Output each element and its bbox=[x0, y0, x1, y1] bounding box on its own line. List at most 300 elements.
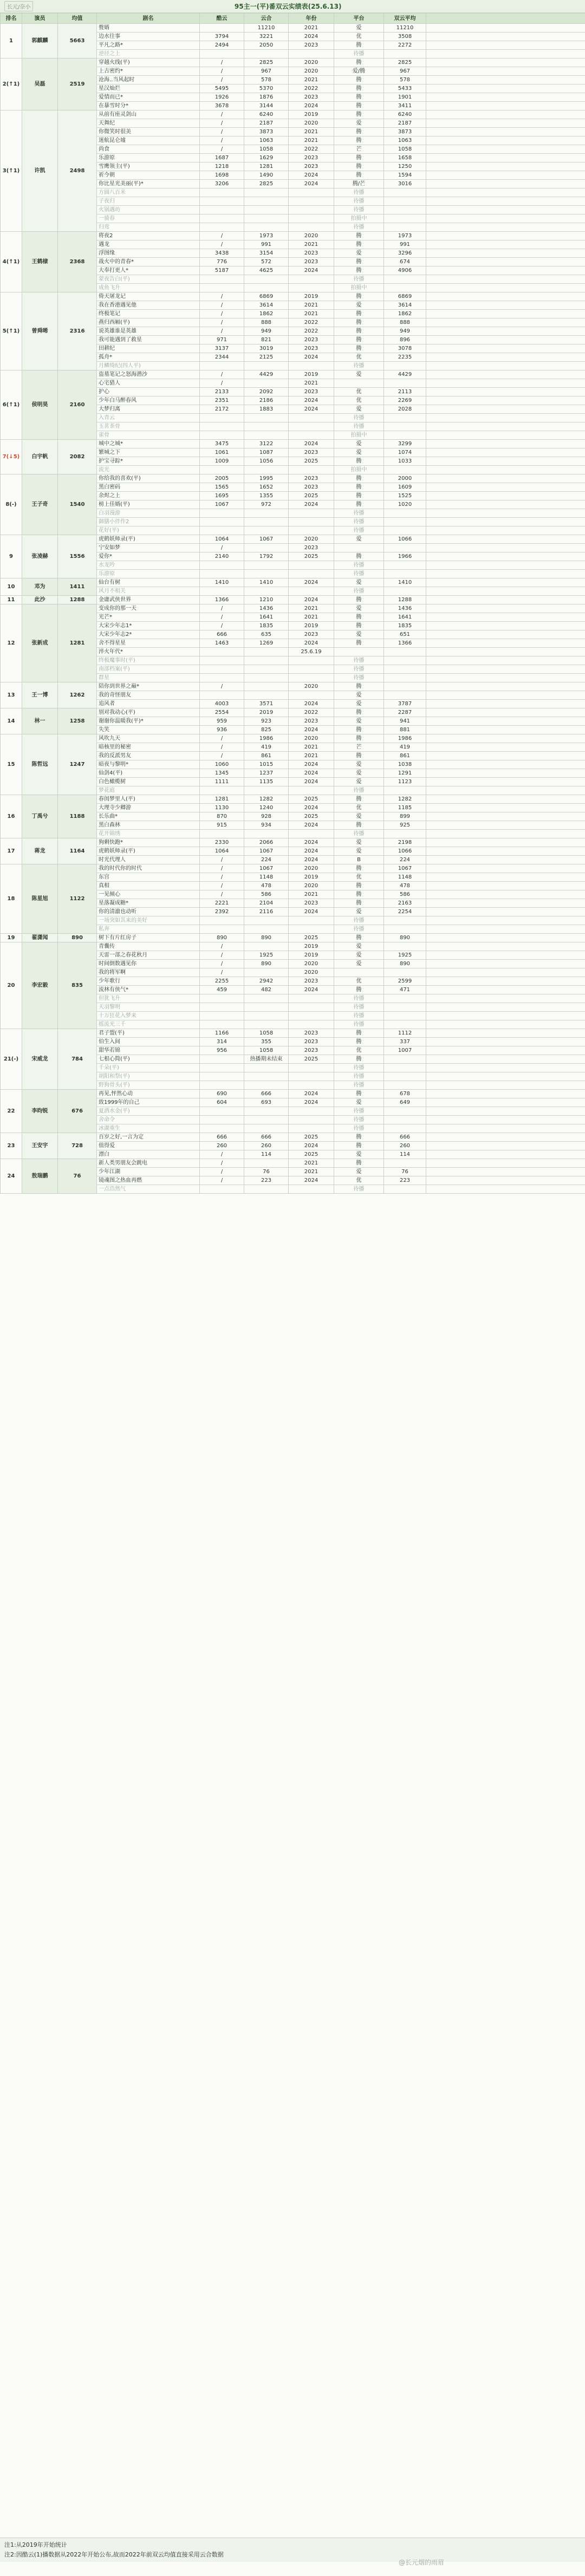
yunhe-value: 967 bbox=[244, 67, 289, 76]
yunhe-value: 478 bbox=[244, 882, 289, 890]
platform-value bbox=[334, 379, 384, 388]
kuyun-value bbox=[200, 786, 244, 795]
platform-value: B bbox=[334, 856, 384, 864]
year-value: 2024 bbox=[289, 639, 334, 648]
kuyun-value bbox=[200, 188, 244, 197]
table-row bbox=[1, 232, 585, 240]
yunhe-value bbox=[244, 682, 289, 691]
dual-avg-value: 1609 bbox=[384, 483, 426, 492]
platform-value: 腾 bbox=[334, 266, 384, 275]
note-1: 注1:从2019年开始统计 bbox=[4, 2541, 67, 2548]
yunhe-value: 1240 bbox=[244, 804, 289, 812]
dual-avg-value: 1112 bbox=[384, 1029, 426, 1038]
table-row bbox=[1, 1159, 585, 1168]
table-row bbox=[1, 110, 585, 119]
platform-value: 爱 bbox=[334, 847, 384, 856]
blank-cell bbox=[426, 1081, 585, 1090]
year-value: 2024 bbox=[289, 778, 334, 786]
header-year: 年份 bbox=[289, 14, 334, 24]
yunhe-value: 1986 bbox=[244, 734, 289, 743]
year-value bbox=[289, 362, 334, 370]
dual-avg-value: 4906 bbox=[384, 266, 426, 275]
platform-value: 优 bbox=[334, 396, 384, 405]
dual-avg-value bbox=[384, 665, 426, 674]
blank-cell bbox=[426, 873, 585, 882]
blank-cell bbox=[426, 925, 585, 934]
platform-value: 腾 bbox=[334, 93, 384, 102]
yunhe-value: 355 bbox=[244, 1038, 289, 1046]
yunhe-value: 4429 bbox=[244, 370, 289, 379]
yunhe-value: 11210 bbox=[244, 24, 289, 32]
drama-name: 致1999年的自己 bbox=[97, 1098, 200, 1107]
blank-cell bbox=[426, 67, 585, 76]
platform-value: 腾 bbox=[334, 795, 384, 804]
dual-avg-value: 3508 bbox=[384, 32, 426, 41]
platform-value: 爱 bbox=[334, 942, 384, 951]
year-value: 2021 bbox=[289, 613, 334, 622]
year-value: 2023 bbox=[289, 344, 334, 353]
drama-name: 风月不相关 bbox=[97, 587, 200, 596]
blank-cell bbox=[426, 379, 585, 388]
drama-name: 时光代理人 bbox=[97, 856, 200, 864]
dual-avg-value: 1033 bbox=[384, 457, 426, 466]
year-value: 2023 bbox=[289, 388, 334, 396]
kuyun-value: 3475 bbox=[200, 440, 244, 448]
drama-name: 水龙吟 bbox=[97, 561, 200, 570]
platform-value: 优 bbox=[334, 804, 384, 812]
platform-value: 爱 bbox=[334, 370, 384, 379]
yunhe-value: 1237 bbox=[244, 769, 289, 778]
blank-cell bbox=[426, 266, 585, 275]
drama-name: 少年歌行 bbox=[97, 977, 200, 986]
yunhe-value: 419 bbox=[244, 743, 289, 752]
dual-avg-value: 1063 bbox=[384, 136, 426, 145]
dual-avg-value bbox=[384, 674, 426, 682]
year-value: 2023 bbox=[289, 93, 334, 102]
platform-value: 待播 bbox=[334, 1081, 384, 1090]
drama-name: 天舞纪 bbox=[97, 119, 200, 128]
year-value: 2023 bbox=[289, 483, 334, 492]
platform-value: 腾 bbox=[334, 258, 384, 266]
blank-cell bbox=[426, 258, 585, 266]
platform-value: 爱 bbox=[334, 24, 384, 32]
year-value bbox=[289, 284, 334, 292]
drama-name: 十万狂花入梦来 bbox=[97, 1012, 200, 1020]
dual-avg-value: 1282 bbox=[384, 795, 426, 804]
dual-avg-value bbox=[384, 206, 426, 214]
yunhe-value: 1058 bbox=[244, 145, 289, 154]
yunhe-value bbox=[244, 1124, 289, 1133]
year-value bbox=[289, 1003, 334, 1012]
yunhe-value: 1281 bbox=[244, 162, 289, 171]
blank-cell bbox=[426, 405, 585, 414]
kuyun-value: 776 bbox=[200, 258, 244, 266]
kuyun-value: / bbox=[200, 734, 244, 743]
drama-name: 玉茗茶骨 bbox=[97, 422, 200, 431]
footnotes bbox=[0, 2538, 585, 2562]
kuyun-value bbox=[200, 275, 244, 284]
platform-value: 腾 bbox=[334, 890, 384, 899]
dual-avg-value bbox=[384, 197, 426, 206]
year-value: 2025 bbox=[289, 934, 334, 942]
year-value: 2024 bbox=[289, 1098, 334, 1107]
dual-avg-value bbox=[384, 1072, 426, 1081]
table-row bbox=[1, 682, 585, 691]
dual-avg-value: 260 bbox=[384, 1142, 426, 1150]
year-value: 2019 bbox=[289, 292, 334, 301]
actor-cell: 曾舜晞 bbox=[22, 292, 58, 370]
kuyun-value bbox=[200, 1020, 244, 1029]
platform-value: 待播 bbox=[334, 526, 384, 535]
blank-cell bbox=[426, 327, 585, 336]
blank-cell bbox=[426, 1012, 585, 1020]
drama-name: 群星 bbox=[97, 674, 200, 682]
platform-value: 待播 bbox=[334, 994, 384, 1003]
drama-name: 树下有片红房子 bbox=[97, 934, 200, 942]
kuyun-value: / bbox=[200, 604, 244, 613]
yunhe-value: 1876 bbox=[244, 93, 289, 102]
dual-avg-value: 419 bbox=[384, 743, 426, 752]
drama-name: 我的时代你的时代 bbox=[97, 864, 200, 873]
table-row bbox=[1, 604, 585, 613]
year-value bbox=[289, 518, 334, 526]
platform-value: 芒 bbox=[334, 743, 384, 752]
year-value: 2024 bbox=[289, 405, 334, 414]
rank-cell: 12 bbox=[1, 604, 22, 682]
year-value: 2023 bbox=[289, 630, 334, 639]
drama-name: 浮图缘 bbox=[97, 249, 200, 258]
year-value: 25.6.19 bbox=[289, 648, 334, 656]
dual-avg-value: 1901 bbox=[384, 93, 426, 102]
dual-avg-value: 2287 bbox=[384, 708, 426, 717]
drama-name: 星落凝成糖* bbox=[97, 899, 200, 908]
kuyun-value bbox=[200, 1107, 244, 1116]
platform-value: 腾 bbox=[334, 622, 384, 630]
dual-avg-value: 651 bbox=[384, 630, 426, 639]
kuyun-value bbox=[200, 925, 244, 934]
actor-cell: 王鹤棣 bbox=[22, 232, 58, 292]
dual-avg-value bbox=[384, 587, 426, 596]
year-value: 2024 bbox=[289, 1142, 334, 1150]
dual-avg-value bbox=[384, 648, 426, 656]
yunhe-value: 1883 bbox=[244, 405, 289, 414]
actor-cell: 许凯 bbox=[22, 110, 58, 232]
platform-value: 爱 bbox=[334, 1168, 384, 1176]
kuyun-value: 4003 bbox=[200, 700, 244, 708]
actor-cell: 王一博 bbox=[22, 682, 58, 708]
drama-name: 少年白马醉春风 bbox=[97, 396, 200, 405]
yunhe-value: 5370 bbox=[244, 84, 289, 93]
year-value bbox=[289, 1124, 334, 1133]
yunhe-value: 2825 bbox=[244, 58, 289, 67]
year-value: 2024 bbox=[289, 396, 334, 405]
drama-name: 七根心简(平) bbox=[97, 1055, 200, 1064]
platform-value: 待播 bbox=[334, 665, 384, 674]
platform-value: 待播 bbox=[334, 50, 384, 58]
yunhe-value: 3154 bbox=[244, 249, 289, 258]
blank-cell bbox=[426, 596, 585, 604]
platform-value: 腾 bbox=[334, 1055, 384, 1064]
rank-cell: 2(↑1) bbox=[1, 58, 22, 110]
dual-avg-value bbox=[384, 1055, 426, 1064]
actor-cell: 张凌赫 bbox=[22, 535, 58, 578]
kuyun-value: 1410 bbox=[200, 578, 244, 587]
kuyun-value bbox=[200, 691, 244, 700]
platform-value: 待播 bbox=[334, 656, 384, 665]
dual-avg-value bbox=[384, 1003, 426, 1012]
dual-avg-value bbox=[384, 284, 426, 292]
blank-cell bbox=[426, 223, 585, 232]
kuyun-value: 1463 bbox=[200, 639, 244, 648]
dual-avg-value: 1862 bbox=[384, 310, 426, 318]
platform-value: 爱 bbox=[334, 405, 384, 414]
blank-cell bbox=[426, 214, 585, 223]
platform-value: 腾 bbox=[334, 457, 384, 466]
dual-avg-value: 1658 bbox=[384, 154, 426, 162]
yunhe-value bbox=[244, 206, 289, 214]
yunhe-value: 890 bbox=[244, 934, 289, 942]
year-value: 2025 bbox=[289, 1150, 334, 1159]
dual-avg-value: 888 bbox=[384, 318, 426, 327]
year-value bbox=[289, 422, 334, 431]
blank-cell bbox=[426, 916, 585, 925]
year-value bbox=[289, 1020, 334, 1029]
dual-avg-value bbox=[384, 691, 426, 700]
kuyun-value bbox=[200, 362, 244, 370]
dual-avg-value bbox=[384, 275, 426, 284]
platform-value: 爱 bbox=[334, 604, 384, 613]
drama-name: 摇流光三千 bbox=[97, 1020, 200, 1029]
author-tag: 长元/奈小 bbox=[4, 1, 33, 11]
drama-name: 大宋少年志1* bbox=[97, 622, 200, 630]
blank-cell bbox=[426, 292, 585, 301]
yunhe-value: 972 bbox=[244, 500, 289, 509]
year-value: 2021 bbox=[289, 743, 334, 752]
yunhe-value: 223 bbox=[244, 1176, 289, 1185]
kuyun-value bbox=[200, 656, 244, 665]
blank-cell bbox=[426, 370, 585, 379]
yunhe-value bbox=[244, 379, 289, 388]
kuyun-value: / bbox=[200, 119, 244, 128]
drama-name: 流林有侠气* bbox=[97, 986, 200, 994]
drama-name: 孤舟* bbox=[97, 353, 200, 362]
dual-avg-value: 586 bbox=[384, 890, 426, 899]
blank-cell bbox=[426, 986, 585, 994]
drama-name: 天雷一部之春花秋月 bbox=[97, 951, 200, 960]
drama-name: 从前有座灵剑山 bbox=[97, 110, 200, 119]
dual-avg-value bbox=[384, 362, 426, 370]
blank-cell bbox=[426, 760, 585, 769]
blank-cell bbox=[426, 119, 585, 128]
dual-avg-value bbox=[384, 1124, 426, 1133]
year-value: 2023 bbox=[289, 154, 334, 162]
drama-name: 镜魂图之热血再燃 bbox=[97, 1176, 200, 1185]
platform-value: 待播 bbox=[334, 925, 384, 934]
dual-avg-value: 1066 bbox=[384, 847, 426, 856]
dual-avg-value: 3299 bbox=[384, 440, 426, 448]
rank-cell: 6(↑1) bbox=[1, 370, 22, 440]
dual-avg-value: 578 bbox=[384, 76, 426, 84]
yunhe-value: 6869 bbox=[244, 292, 289, 301]
yunhe-value bbox=[244, 509, 289, 518]
kuyun-value: 1698 bbox=[200, 171, 244, 180]
year-value: 2021 bbox=[289, 890, 334, 899]
drama-name: 繁城之下 bbox=[97, 448, 200, 457]
actor-cell: 吴磊 bbox=[22, 58, 58, 110]
drama-name: 星汉灿烂 bbox=[97, 84, 200, 93]
avg-cell: 1122 bbox=[58, 864, 97, 934]
platform-value: 腾 bbox=[334, 1142, 384, 1150]
drama-name: 边水往事 bbox=[97, 32, 200, 41]
note-2: 注2:因酷云(1)播数据从2022年开始公布,故而2022年前双云均值直接采用云合数据 bbox=[4, 2551, 224, 2558]
header-blank bbox=[426, 14, 585, 24]
kuyun-value: 690 bbox=[200, 1090, 244, 1098]
blank-cell bbox=[426, 535, 585, 544]
kuyun-value bbox=[200, 197, 244, 206]
drama-name: 少年江湖 bbox=[97, 1168, 200, 1176]
dual-avg-value bbox=[384, 786, 426, 795]
platform-value: 爱 bbox=[334, 960, 384, 968]
year-value: 2021 bbox=[289, 379, 334, 388]
drama-name: 爱你* bbox=[97, 552, 200, 561]
year-value bbox=[289, 509, 334, 518]
kuyun-value: 1111 bbox=[200, 778, 244, 786]
yunhe-value: 3144 bbox=[244, 102, 289, 110]
drama-name: 舍不得星星 bbox=[97, 639, 200, 648]
platform-value: 腾 bbox=[334, 1038, 384, 1046]
year-value: 2023 bbox=[289, 258, 334, 266]
kuyun-value: 1366 bbox=[200, 596, 244, 604]
platform-value bbox=[334, 544, 384, 552]
kuyun-value: 2344 bbox=[200, 353, 244, 362]
blank-cell bbox=[426, 24, 585, 32]
kuyun-value: 314 bbox=[200, 1038, 244, 1046]
year-value: 2019 bbox=[289, 622, 334, 630]
table-row bbox=[1, 535, 585, 544]
yunhe-value bbox=[244, 214, 289, 223]
blank-cell bbox=[426, 561, 585, 570]
year-value: 2020 bbox=[289, 882, 334, 890]
year-value bbox=[289, 1107, 334, 1116]
actor-cell: 陈哲远 bbox=[22, 734, 58, 795]
year-value bbox=[289, 188, 334, 197]
blank-cell bbox=[426, 188, 585, 197]
year-value bbox=[289, 214, 334, 223]
yunhe-value: 1269 bbox=[244, 639, 289, 648]
platform-value: 腾 bbox=[334, 821, 384, 830]
yunhe-value bbox=[244, 431, 289, 440]
platform-value: 腾 bbox=[334, 483, 384, 492]
kuyun-value: / bbox=[200, 292, 244, 301]
blank-cell bbox=[426, 1185, 585, 1194]
drama-name: 长乐曲* bbox=[97, 812, 200, 821]
year-value bbox=[289, 561, 334, 570]
drama-name: 花开锦绣 bbox=[97, 830, 200, 838]
year-value: 2020 bbox=[289, 67, 334, 76]
yunhe-value: 861 bbox=[244, 752, 289, 760]
yunhe-value: 482 bbox=[244, 986, 289, 994]
yunhe-value: 693 bbox=[244, 1098, 289, 1107]
year-value bbox=[289, 1081, 334, 1090]
rank-cell: 21(-) bbox=[1, 1029, 22, 1090]
drama-name: 春闺梦里人(平) bbox=[97, 795, 200, 804]
year-value bbox=[289, 1072, 334, 1081]
kuyun-value: 5187 bbox=[200, 266, 244, 275]
table-row bbox=[1, 1029, 585, 1038]
year-value: 2025 bbox=[289, 457, 334, 466]
year-value bbox=[289, 587, 334, 596]
kuyun-value: 2330 bbox=[200, 838, 244, 847]
dual-avg-value: 2825 bbox=[384, 58, 426, 67]
platform-value: 爱 bbox=[334, 440, 384, 448]
yunhe-value: 1629 bbox=[244, 154, 289, 162]
kuyun-value bbox=[200, 284, 244, 292]
blank-cell bbox=[426, 1046, 585, 1055]
dual-avg-value bbox=[384, 379, 426, 388]
dual-avg-value: 5433 bbox=[384, 84, 426, 93]
avg-cell: 890 bbox=[58, 934, 97, 942]
yunhe-value bbox=[244, 1185, 289, 1194]
platform-value: 腾 bbox=[334, 752, 384, 760]
dual-avg-value bbox=[384, 1116, 426, 1124]
blank-cell bbox=[426, 812, 585, 821]
year-value: 2024 bbox=[289, 1176, 334, 1185]
yunhe-value bbox=[244, 1107, 289, 1116]
year-value: 2025 bbox=[289, 552, 334, 561]
kuyun-value: / bbox=[200, 76, 244, 84]
yunhe-value: 3122 bbox=[244, 440, 289, 448]
yunhe-value bbox=[244, 1081, 289, 1090]
drama-name: 大奉打更人* bbox=[97, 266, 200, 275]
drama-name: 平凡之路* bbox=[97, 41, 200, 50]
drama-name: 失笑 bbox=[97, 726, 200, 734]
blank-cell bbox=[426, 102, 585, 110]
yunhe-value: 4625 bbox=[244, 266, 289, 275]
blank-cell bbox=[426, 700, 585, 708]
kuyun-value: / bbox=[200, 310, 244, 318]
drama-name: 火锅遇坊 bbox=[97, 206, 200, 214]
blank-cell bbox=[426, 752, 585, 760]
year-value: 2024 bbox=[289, 171, 334, 180]
table-row bbox=[1, 934, 585, 942]
blank-cell bbox=[426, 206, 585, 214]
dual-avg-value bbox=[384, 1020, 426, 1029]
year-value: 2024 bbox=[289, 440, 334, 448]
yunhe-value: 1355 bbox=[244, 492, 289, 500]
header-actor: 演员 bbox=[22, 14, 58, 24]
blank-cell bbox=[426, 587, 585, 596]
year-value: 2021 bbox=[289, 301, 334, 310]
platform-value: 待播 bbox=[334, 786, 384, 795]
table-body bbox=[1, 24, 585, 1194]
year-value: 2024 bbox=[289, 804, 334, 812]
dual-avg-value: 967 bbox=[384, 67, 426, 76]
dual-avg-value: 1986 bbox=[384, 734, 426, 743]
yunhe-value bbox=[244, 188, 289, 197]
blank-cell bbox=[426, 448, 585, 457]
blank-cell bbox=[426, 1124, 585, 1133]
actor-cell: 侯明昊 bbox=[22, 370, 58, 440]
avg-cell: 5663 bbox=[58, 24, 97, 58]
yunhe-value: 578 bbox=[244, 76, 289, 84]
yunhe-value bbox=[244, 526, 289, 535]
actor-cell: 此沙 bbox=[22, 596, 58, 604]
year-value: 2020 bbox=[289, 58, 334, 67]
kuyun-value: 1345 bbox=[200, 769, 244, 778]
platform-value: 爱 bbox=[334, 717, 384, 726]
dual-avg-value: 471 bbox=[384, 986, 426, 994]
table-row bbox=[1, 795, 585, 804]
